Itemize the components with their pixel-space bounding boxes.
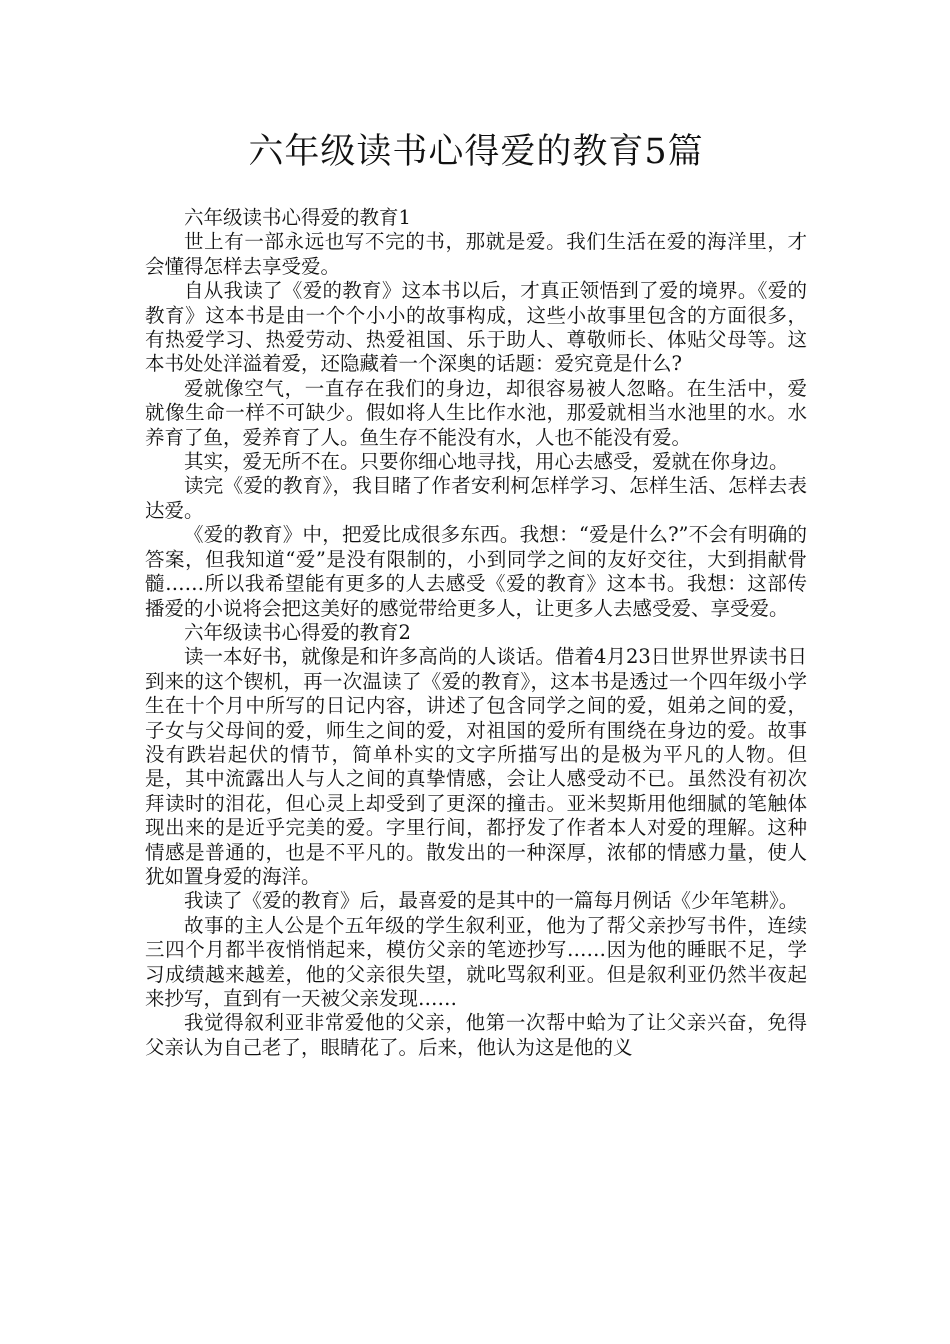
document-title: 六年级读书心得爱的教育5篇	[248, 132, 704, 172]
paragraph: 其实，爱无所不在。只要你细心地寻找，用心去感受，爱就在你身边。	[184, 450, 789, 474]
section-heading-1: 六年级读书心得爱的教育1	[184, 206, 411, 229]
section-heading-2: 六年级读书心得爱的教育2	[184, 620, 411, 644]
paragraph: 故事的主人公是个五年级的学生叙利亚，他为了帮父亲抄写书件，连续三四个月都半夜悄悄起来，模仿父亲的笔迹抄写……因为他的睡眠不足，学习成绩越来越差，他的父亲很失望，就叱骂叙利亚。但是叙利亚仍然半夜起来抄写，直到有一天被父亲发现……	[145, 913, 807, 1010]
paragraph: 自从我读了《爱的教育》这本书以后，才真正领悟到了爱的境界。《爱的教育》这本书是由一个个小小的故事构成，这些小故事里包含的方面很多，有热爱学习、热爱劳动、热爱祖国、乐于助人、尊敬师长、体贴父母等。这本书处处洋溢着爱，还隐藏着一个深奥的话题：爱究竟是什么?	[145, 279, 807, 376]
paragraph: 爱就像空气，一直存在我们的身边，却很容易被人忽略。在生活中，爱就像生命一样不可缺少。假如将人生比作水池，那爱就相当水池里的水。水养育了鱼，爱养育了人。鱼生存不能没有水，人也不能没有爱。	[145, 376, 807, 449]
paragraph: 《爱的教育》中，把爱比成很多东西。我想：“爱是什么?”不会有明确的答案，但我知道“爱”是没有限制的，小到同学之间的友好交往，大到捐献骨髓……所以我希望能有更多的人去感受《爱的教育》这本书。我想：这部传播爱的小说将会把这美好的感觉带给更多人，让更多人去感受爱、享受爱。	[145, 523, 807, 620]
paragraph: 我觉得叙利亚非常爱他的父亲，他第一次帮中蛤为了让父亲兴奋，免得父亲认为自己老了，眼睛花了。后来，他认为这是他的义	[145, 1011, 807, 1059]
paragraph: 世上有一部永远也写不完的书，那就是爱。我们生活在爱的海洋里，才会懂得怎样去享受爱。	[145, 230, 807, 278]
paragraph: 读完《爱的教育》，我目睹了作者安利柯怎样学习、怎样生活、怎样去表达爱。	[145, 474, 807, 522]
document-page	[145, 128, 807, 1060]
document-body	[145, 206, 807, 1060]
paragraph: 读一本好书，就像是和许多高尚的人谈话。借着4月23日世界世界读书日到来的这个锲机，再一次温读了《爱的教育》，这本书是透过一个四年级小学生在十个月中所写的日记内容，讲述了包含同学之间的爱，姐弟之间的爱，子女与父母间的爱，师生之间的爱，对祖国的爱所有围绕在身边的爱。故事没有跌岩起伏的情节，简单朴实的文字所描写出的是极为平凡的人物。但是，其中流露出人与人之间的真挚情感，会让人感受动不已。虽然没有初次拜读时的泪花，但心灵上却受到了更深的撞击。亚米契斯用他细腻的笔触体现出来的是近乎完美的爱。字里行间，都抒发了作者本人对爱的理解。这种情感是普通的，也是不平凡的。散发出的一种深厚，浓郁的情感力量，使人犹如置身爱的海洋。	[145, 645, 807, 888]
paragraph: 我读了《爱的教育》后，最喜爱的是其中的一篇每月例话《少年笔耕》。	[184, 889, 799, 913]
